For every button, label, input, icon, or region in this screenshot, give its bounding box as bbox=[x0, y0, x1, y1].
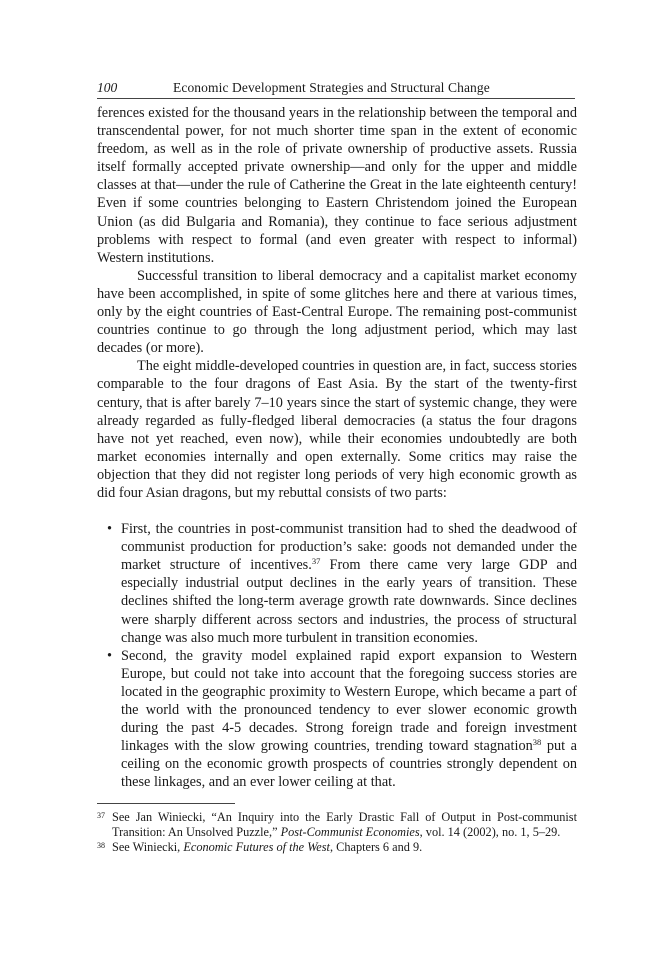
footnote-text: , vol. 14 (2002), no. 1, 5–29. bbox=[419, 825, 561, 840]
bullet-text: From there came very large GDP and especially industrial output declines in the early years of transition. These declines shifted the long-term average growth rate downwards. Since declines were sharply different across sectors and industries, the process of structural change was also much more turbulent in transition economies. bbox=[121, 557, 577, 646]
footnote-text: See Jan Winiecki, “An Inquiry into the Early Drastic Fall of Output in Post-communist Transition: An Unsolved Puzzle,” bbox=[112, 810, 577, 840]
paragraph: Successful transition to liberal democracy and a capitalist market economy have been accomplished, in spite of some glitches here and there at various times, only by the eight countries of East-Central Europe. The remaining post-communist countries continue to go through the long adjustment period, which may last decades (or more). bbox=[97, 267, 577, 357]
bullet-text: Second, the gravity model explained rapid export expansion to Western Europe, but could not take into account that the foregoing success stories are located in the geographic proximity to Western Europe, which became a part of the world with the pronounced tendency to ever slower economic growth during the past 4-5 decades. Strong foreign trade and foreign investment linkages with the slow growing countries, trending toward stagnation bbox=[121, 647, 577, 755]
footnote-text: See Winiecki, bbox=[112, 840, 184, 855]
footnote-book-title: Economic Futures of the West bbox=[183, 840, 330, 855]
footnote-ref[interactable]: 38 bbox=[532, 737, 542, 748]
footnotes bbox=[97, 810, 577, 856]
page-number: 100 bbox=[97, 80, 118, 95]
running-header bbox=[97, 78, 575, 99]
bullet-item bbox=[121, 647, 577, 792]
running-title: Economic Development Strategies and Structural Change bbox=[173, 80, 490, 95]
footnote bbox=[97, 840, 577, 855]
bullet-item bbox=[121, 520, 577, 647]
footnote-text: , Chapters 6 and 9. bbox=[329, 840, 423, 855]
bullet-text: put a ceiling on the economic growth prospects of countries strongly dependent on these linkages, and an ever lower ceiling at that. bbox=[121, 738, 578, 791]
footnote-number: 37 bbox=[97, 811, 105, 820]
footnote-divider bbox=[97, 803, 235, 804]
footnote-journal: Post-Communist Economies bbox=[280, 825, 420, 840]
paragraph: The eight middle-developed countries in question are, in fact, success stories comparable to the four dragons of East Asia. By the start of the twenty-first century, that is after barely 7–10 years since the start of systemic change, they were already regarded as fully-fledged liberal democracies (a status the four dragons have not yet reached, even now), while their economies undoubtedly are both market economies internally and open externally. Some critics may raise the objection that they did not register long periods of very high economic growth as did four Asian dragons, but my rebuttal consists of two parts: bbox=[97, 358, 577, 501]
bullet-text: First, the countries in post-communist transition had to shed the deadwood of communist production for production’s sake: goods not demanded under the market structure of incentives. bbox=[121, 521, 577, 574]
main-text bbox=[97, 104, 577, 791]
footnote-ref[interactable]: 37 bbox=[311, 556, 321, 567]
paragraph: ferences existed for the thousand years in the relationship between the temporal and transcendental power, for not much shorter time span in the extent of economic freedom, as well as in the role of private ownership of productive assets. Russia itself formally accepted private ownership—and only for the upper and middle classes at that—under the rule of Catherine the Great in the late eighteenth century! Even if some countries belonging to Eastern Christendom joined the European Union (as did Bulgaria and Romania), they continue to face serious adjustment problems with respect to formal (and even greater with respect to informal) Western institutions. bbox=[97, 105, 577, 266]
footnote bbox=[97, 810, 577, 840]
footnote-number: 38 bbox=[97, 841, 105, 851]
bullet-list bbox=[97, 520, 577, 791]
